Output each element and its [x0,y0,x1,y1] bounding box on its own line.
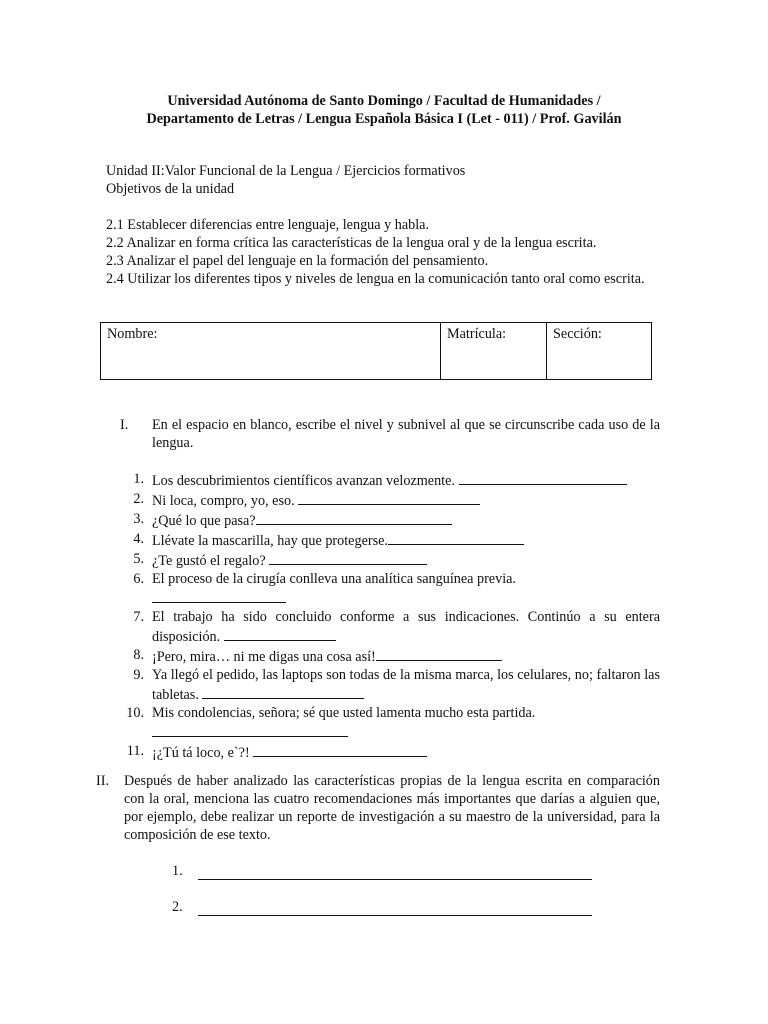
list-item: 2. Ni loca, compro, yo, eso. [100,490,660,510]
answer-blank[interactable] [459,470,627,485]
answer-line[interactable] [198,901,592,916]
exercise-section-1 [100,416,660,762]
answer-blank[interactable] [256,510,452,525]
answer-blank[interactable] [376,646,502,661]
objective-item: 2.4 Utilizar los diferentes tipos y niveles de lengua en la comunicación tanto oral como escrita. [106,271,645,287]
objective-item: 2.1 Establecer diferencias entre lenguaje, lengua y habla. [106,217,430,233]
answer-blank[interactable] [202,684,364,699]
answer-blank[interactable] [388,530,524,545]
id-field[interactable] [441,323,547,380]
list-item: 1. Los descubrimientos científicos avanzan velozmente. [100,470,660,490]
unit-subtitle: Objetivos de la unidad [106,181,235,197]
answer-blank[interactable] [253,742,427,757]
section-instruction: Después de haber analizado las características propias de la lengua escrita en comparación con la oral, menciona las cuatro recomendaciones más importantes que darías a alguien que, por ejemplo, debe realizar un reporte de investigación a su maestro de la universidad, para la composición de ese texto. [124,773,660,843]
objective-item: 2.3 Analizar el papel del lenguaje en la formación del pensamiento. [106,253,489,269]
header-line-1: Universidad Autónoma de Santo Domingo / Facultad de Humanidades / [167,93,601,109]
list-item: 8. ¡Pero, mira… ni me digas una cosa así! [100,646,660,666]
header-line-2: Departamento de Letras / Lengua Española Básica I (Let - 011) / Prof. Gavilán [146,111,622,127]
answer-line[interactable] [198,865,592,880]
answer-blank[interactable] [269,550,427,565]
answer-blank[interactable] [152,722,348,737]
unit-heading [106,162,666,198]
exercise-section-2 [96,772,660,844]
answer-number: 1. [172,863,183,879]
answer-line-item[interactable] [172,862,592,880]
answer-line-item[interactable] [172,898,592,916]
list-item: 5. ¿Te gustó el regalo? [100,550,660,570]
list-item: 11. ¡¿Tú tá loco, e`?! [100,742,660,762]
unit-title: Unidad II:Valor Funcional de la Lengua / Ejercicios formativos [106,163,466,179]
list-item: 6. El proceso de la cirugía conlleva una analítica sanguínea previa. [100,570,660,608]
list-item: 4. Llévate la mascarilla, hay que protegerse. [100,530,660,550]
document-header [100,92,668,128]
objective-item: 2.2 Analizar en forma crítica las características de la lengua oral y de la lengua escrita. [106,235,597,251]
answer-lines [172,862,592,934]
list-item: 3. ¿Qué lo que pasa? [100,510,660,530]
section-label: Sección: [553,326,602,342]
section-numeral: I. [120,417,129,433]
answer-number: 2. [172,899,183,915]
answer-blank[interactable] [298,490,480,505]
answer-blank[interactable] [152,588,286,603]
name-label: Nombre: [107,326,158,342]
name-field[interactable] [101,323,441,380]
list-item: 10. Mis condolencias, señora; sé que usted lamenta mucho esta partida. [100,704,660,742]
list-item: 7. El trabajo ha sido concluido conforme a sus indicaciones. Continúo a su entera disposición. [133,609,660,645]
list-item: 9. Ya llegó el pedido, las laptops son todas de la misma marca, los celulares, no; faltaron las tabletas. [133,667,660,703]
objectives-list [106,216,660,288]
section-numeral: II. [96,773,109,789]
student-info-table [100,322,652,380]
section-field[interactable] [547,323,652,380]
id-label: Matrícula: [447,326,507,342]
section-instruction: En el espacio en blanco, escribe el nivel y subnivel al que se circunscribe cada uso de la lengua. [152,417,660,451]
answer-blank[interactable] [224,626,336,641]
